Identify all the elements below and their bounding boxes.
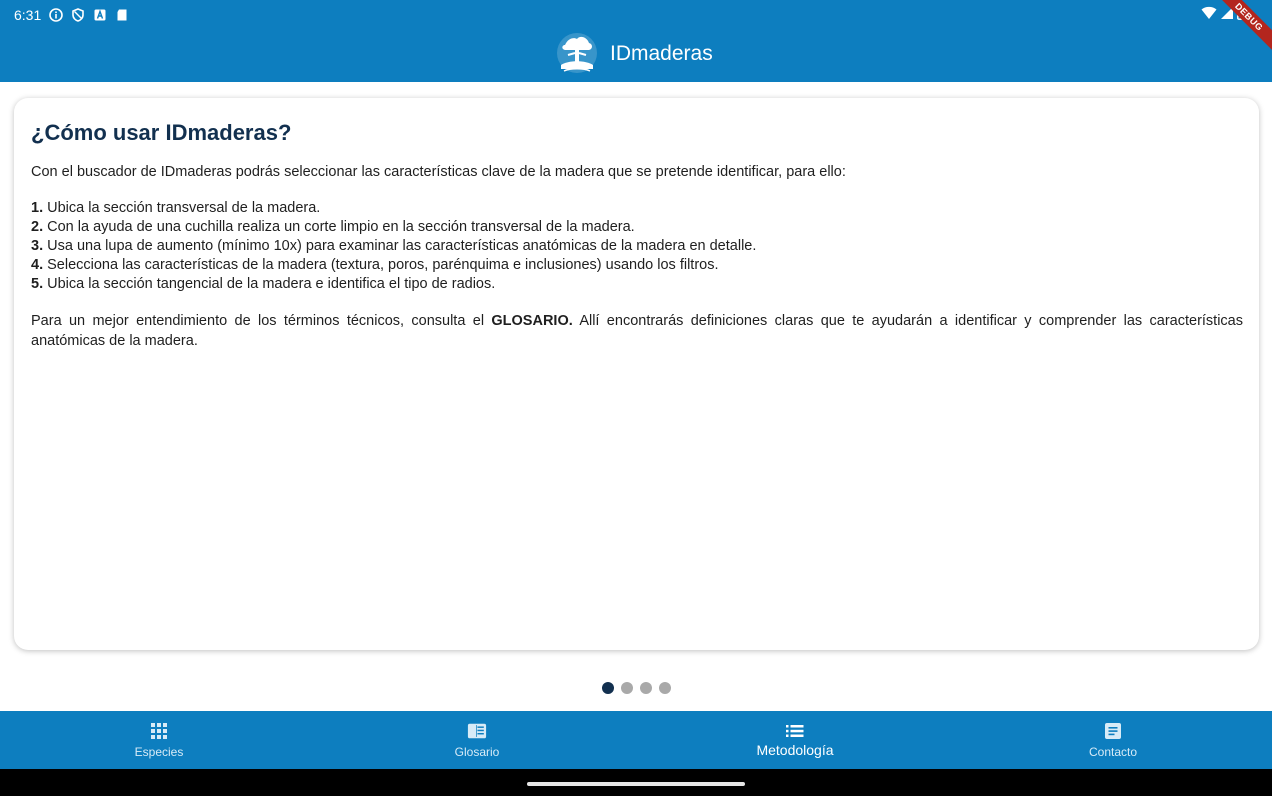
nav-label: Metodología (756, 742, 834, 758)
step-text: Usa una lupa de aumento (mínimo 10x) para examinar las características anatómicas de la madera en detalle. (47, 238, 757, 254)
top-app-bar (0, 0, 1272, 82)
grid-icon (149, 721, 169, 741)
step-number: 1. (31, 200, 44, 216)
step-text: Selecciona las características de la madera (textura, poros, parénquima e inclusiones) usando los filtros. (47, 257, 719, 273)
a-box-icon (93, 8, 107, 22)
system-navigation-bar (0, 769, 1272, 796)
tree-logo-icon (556, 29, 598, 80)
debug-banner: DEBUG (1212, 0, 1272, 54)
app-title: IDmaderas (610, 42, 713, 65)
page-indicator (0, 682, 1272, 694)
status-bar-left (14, 6, 129, 24)
nav-label: Contacto (1088, 745, 1138, 759)
page-dot-4[interactable] (659, 682, 671, 694)
list-item (31, 275, 1243, 294)
article-icon (1103, 721, 1123, 741)
list-item (31, 256, 1243, 275)
step-text: Ubica la sección tangencial de la madera e identifica el tipo de radios. (47, 276, 496, 292)
nav-label: Glosario (454, 745, 500, 759)
note-text-after: Allí encontrarás definiciones claras que te ayudarán a identificar y comprender las características anatómicas de la madera. (31, 313, 1243, 349)
step-number: 4. (31, 257, 44, 273)
list-icon (785, 721, 805, 741)
sd-card-icon (115, 8, 129, 22)
step-text: Ubica la sección transversal de la madera. (47, 200, 321, 216)
card-title: ¿Cómo usar IDmaderas? (31, 120, 292, 145)
step-number: 3. (31, 238, 44, 254)
step-text: Con la ayuda de una cuchilla realiza un corte limpio en la sección transversal de la madera. (47, 219, 635, 235)
shield-icon (71, 8, 85, 22)
note-text-before: Para un mejor entendimiento de los términos técnicos, consulta el (31, 313, 492, 329)
page-dot-3[interactable] (640, 682, 652, 694)
nav-label: Especies (134, 745, 184, 759)
list-item (31, 218, 1243, 237)
intro-text: Con el buscador de IDmaderas podrás seleccionar las características clave de la madera que se pretende identificar, para ello: (31, 164, 846, 180)
page-dot-1[interactable] (602, 682, 614, 694)
bottom-navigation (0, 711, 1272, 769)
nav-item-metodologia[interactable] (636, 711, 954, 769)
nav-item-contacto[interactable] (954, 711, 1272, 769)
app-brand (556, 30, 713, 78)
wifi-icon (1201, 6, 1217, 25)
page-dot-2[interactable] (621, 682, 633, 694)
glossary-note (31, 311, 1243, 351)
home-gesture-handle[interactable] (527, 782, 745, 786)
steps-list (31, 199, 1243, 294)
info-icon (49, 8, 63, 22)
glossary-keyword: GLOSARIO. (491, 313, 573, 329)
nav-item-glosario[interactable] (318, 711, 636, 769)
list-item (31, 199, 1243, 218)
nav-item-especies[interactable] (0, 711, 318, 769)
step-number: 2. (31, 219, 44, 235)
list-item (31, 237, 1243, 256)
book-icon (467, 721, 487, 741)
status-time: 6:31 (14, 7, 42, 23)
methodology-card (14, 98, 1259, 650)
step-number: 5. (31, 276, 44, 292)
